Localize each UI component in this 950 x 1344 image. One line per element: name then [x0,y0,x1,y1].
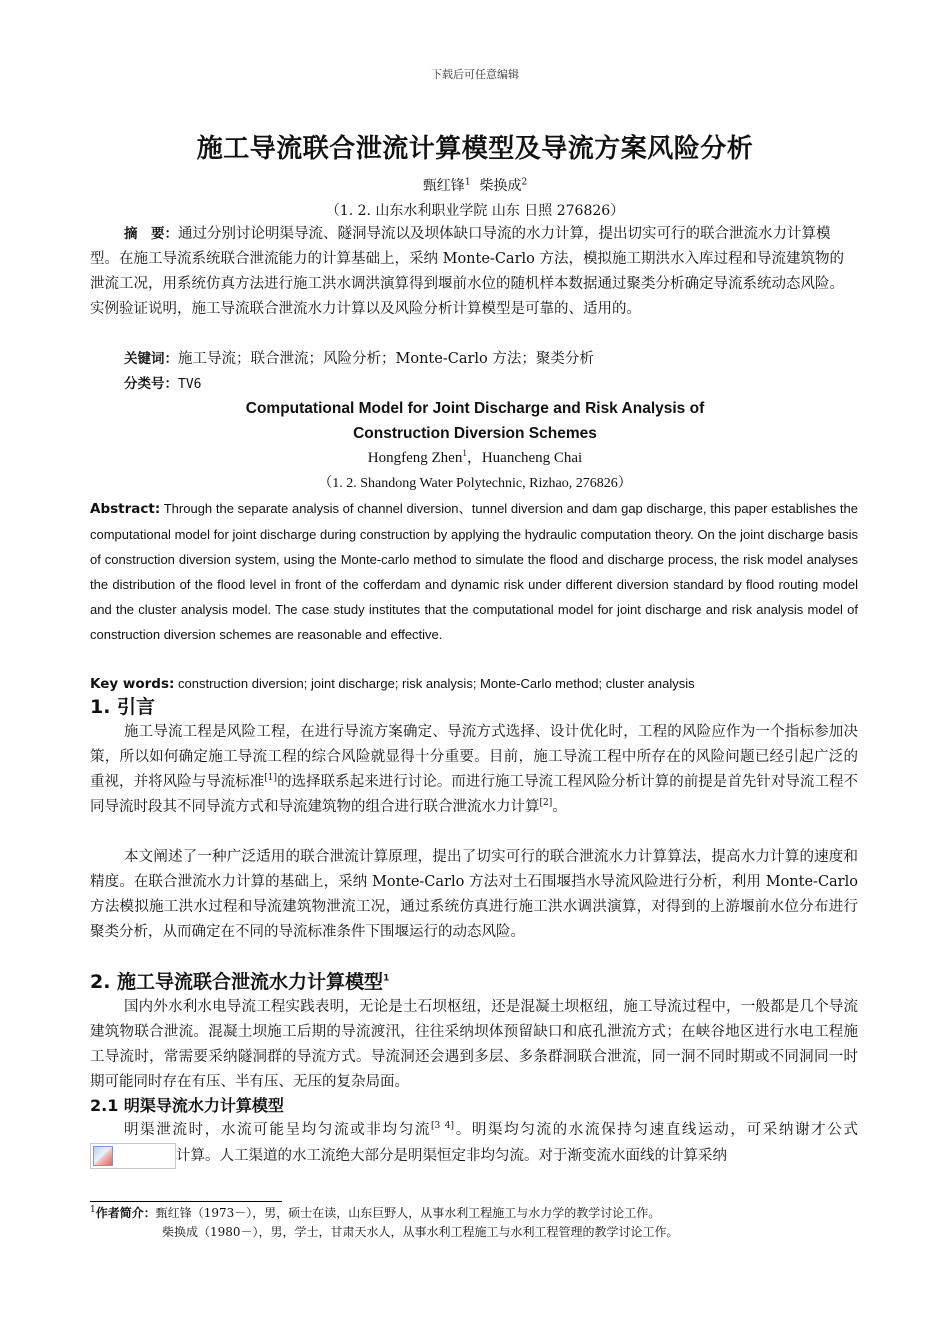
section-1-paragraph-2: 本文阐述了一种广泛适用的联合泄流计算原理，提出了切实可行的联合泄流水力计算算法，提高水力计算的速度和精度。在联合泄流水力计算的基础上，采纳 Monte-Carlo 方法对土石围堰挡水导流风险进行分析，利用 Monte-Carlo 方法模拟施工洪水过程和导流建筑物泄流工况，通过系统仿真进行施工洪水调洪演算，对得到的上游堰前水位分布进行聚类分析，从而确定在不同的导流标准条件下围堰运行的动态风险。 [90,849,858,940]
footnote-mark: 1 [90,1205,96,1215]
broken-image-icon [93,1146,113,1166]
footnote-separator [90,1201,282,1202]
citation-3-4: [3 4] [431,1121,455,1132]
paper-title: 施工导流联合泄流计算模型及导流方案风险分析 [196,134,754,164]
author-en-separator: ， [466,450,482,466]
keywords-cn-text: 施工导流；联合泄流；风险分析；Monte-Carlo 方法；聚类分析 [178,351,594,367]
keywords-en-text: construction diversion; joint discharge; risk analysis; Monte-Carlo method; cluster analysis [178,676,695,691]
classification-text: TV6 [178,377,202,392]
affiliation-cn: （1. 2. 山东水利职业学院 山东 日照 276826） [325,203,625,219]
author-1: 甄红锋 [422,178,465,194]
footnote-author-2: 柴换成（1980－），男，学士，甘肃天水人，从事水利工程施工与水利工程管理的教学讨论工作。 [162,1225,679,1239]
abstract-cn-text: 通过分别讨论明渠导流、隧洞导流以及坝体缺口导流的水力计算，提出切实可行的联合泄流水力计算模型。在施工导流系统联合泄流能力的计算基础上，采纳 Monte-Carlo 方法，模拟施工期洪水入库过程和导流建筑物的泄流工况，用系统仿真方法进行施工洪水调洪演算得到堰前水位的随机样本数据通过聚类分析确定导流系统动态风险。实例验证说明，施工导流联合泄流水力计算以及风险分析计算模型是可靠的、适用的。 [90,226,844,317]
author-1-affil-mark: 1 [464,177,471,188]
section-1-p1-text-b: 的选择联系起来进行讨论。而进行施工导流工程风险分析计算的前提是首先针对导流工程不同导流时段其不同导流方式和导流建筑物的组合进行联合泄流水力计算 [90,774,859,815]
keywords-cn-label: 关键词： [124,351,178,367]
abstract-en [90,496,858,647]
abstract-cn [90,222,858,322]
keywords-en [90,671,858,697]
section-2-1-text-a: 明渠泄流时，水流可能呈均匀流或非均匀流 [124,1122,432,1138]
author-en-1: Hongfeng Zhen [367,450,463,466]
keywords-en-label: Key words: [90,676,175,692]
section-2-1-paragraph-1 [90,1118,858,1169]
section-2-paragraph-1: 国内外水利水电导流工程实践表明，无论是土石坝枢纽，还是混凝土坝枢纽，施工导流过程中，一般都是几个导流建筑物联合泄流。混凝土坝施工后期的导流渡汛，往往采纳坝体预留缺口和底孔泄流方式；在峡谷地区进行水电工程施工导流时，常需要采纳隧洞群的导流方式。导流洞还会遇到多层、多条群洞联合泄流，同一洞不同时期或不同洞同一时期可能同时存在有压、半有压、无压的复杂局面。 [90,999,858,1090]
section-2-1-text-c: 计算。人工渠道的水工流绝大部分是明渠恒定非均匀流。对于渐变流水面线的计算采纳 [176,1148,727,1164]
footnote-label: 作者简介： [95,1206,156,1220]
section-1-heading: 1. 引言 [90,696,156,718]
english-title-line1: Computational Model for Joint Discharge and Risk Analysis of [245,400,705,417]
abstract-cn-label: 摘 要： [124,226,178,242]
affiliation-en: （1. 2. Shandong Water Polytechnic, Rizhao, 276826） [318,476,632,491]
formula-image-placeholder [90,1143,176,1169]
header-note: 下载后可任意编辑 [431,68,519,81]
author-en-1-affil-mark: 1 [462,448,467,458]
section-1-p1-text-c: 。 [552,799,567,815]
citation-1: [1] [264,773,278,784]
section-1-p1-text-a: 施工导流工程是风险工程，在进行导流方案确定、导流方式选择、设计优化时，工程的风险应作为一个指标参加决策，所以如何确定施工导流工程的综合风险就显得十分重要。目前，施工导流工程中所存在的风险问题已经引起广泛的重视，并将风险与导流标准 [90,724,858,790]
keywords-cn [90,347,892,372]
section-2-1-text-b: 。明渠均匀流的水流保持匀速直线运动，可采纳谢才公式 [454,1122,859,1138]
footnote-line-1: 甄红锋（1973－），男，硕士在读，山东巨野人，从事水利工程施工与水力学的教学讨论工作。 [155,1206,661,1220]
author-2-affil-mark: 2 [521,177,528,188]
authors-cn [0,175,950,195]
section-2-heading [90,969,389,995]
citation-2: [2] [539,798,553,809]
classification-label: 分类号： [124,376,178,392]
abstract-en-text: Through the separate analysis of channel diversion、tunnel diversion and dam gap discharge, this paper establishes the computational model for joint discharge during construction by applying the hydraulic computation theory. On the joint discharge basis of construction diversion system, using the Monte-carlo method to simulate the flood and discharge process, the risk model analyses the distribution of the flood level in front of the cofferdam and dynamic risk under different diversion standard by flood routing model and the cluster analysis model. The case study institutes that the computational model for joint discharge and risk analysis model of construction diversion schemes are reasonable and effective. [90,501,858,642]
english-title-line2: Construction Diversion Schemes [353,425,597,442]
section-1-paragraph-1 [90,720,858,820]
section-2-1-heading: 2.1 明渠导流水力计算模型 [90,1096,284,1115]
classification [90,372,892,397]
section-2-heading-text: 2. 施工导流联合泄流水力计算模型 [90,971,384,993]
authors-en [0,446,950,471]
abstract-en-label: Abstract: [90,501,161,517]
english-title [0,396,950,446]
footnote-author-1 [90,1204,870,1223]
author-en-2: Huancheng Chai [481,450,583,466]
author-2: 柴换成 [479,178,522,194]
section-2-footnote-mark: 1 [383,973,390,984]
